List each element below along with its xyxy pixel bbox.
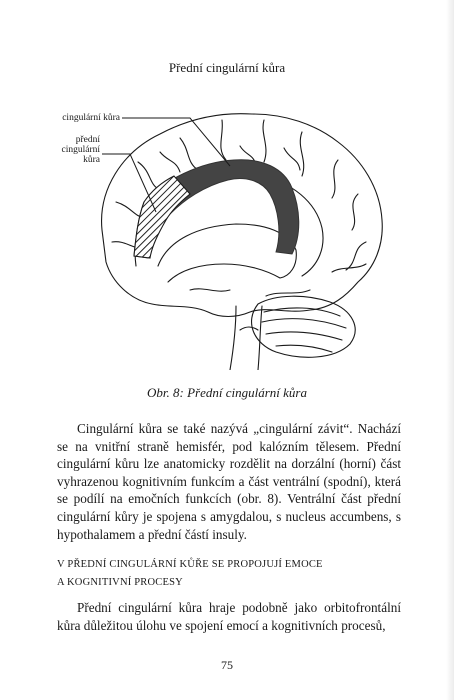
anterior-cingulate-region: [134, 176, 190, 258]
section-heading: V PŘEDNÍ CINGULÁRNÍ KŮŘE SE PROPOJUJÍ EMOCE A KOGNITIVNÍ PROCESY: [57, 559, 323, 588]
corpus-callosum: [158, 224, 296, 282]
figure-title: Přední cingulární kůra: [168, 60, 286, 75]
page-number: 75: [221, 658, 233, 672]
brain-figure: [40, 90, 420, 370]
label-anterior-cingulate-cortex: přední cingulární kůra: [61, 135, 100, 165]
body-paragraph-2: Přední cingulární kůra hraje podobně jako orbitofrontální kůra důležitou úlohu ve spojení emocí a kognitivních procesů,: [57, 600, 401, 633]
page-edge-shadow: [446, 0, 454, 700]
leader-line-cingulate: [122, 118, 230, 166]
label-cingulate-cortex: cingulární kůra: [62, 113, 120, 123]
figure-caption: Obr. 8: Přední cingulární kůra: [147, 385, 307, 400]
cerebellum-outline: [252, 296, 356, 357]
body-paragraph-1: Cingulární kůra se také nazývá „cingulární závit“. Nachází se na vnitřní straně hemisfér, pod kalózním tělesem. Přední cingulární kůru lze anatomicky rozdělit na dorzální (horní) část vyhrazenou kognitivním funkcím a část ventrální (spodní), která se podílí na emočních funkcích (obr. 8). Ventrální část přední cingulární kůry je spojena s amygdalou, s nucleus accumbens, s hypothalamem a přední částí insuly.: [57, 421, 401, 542]
brain-illustration: [40, 90, 420, 370]
